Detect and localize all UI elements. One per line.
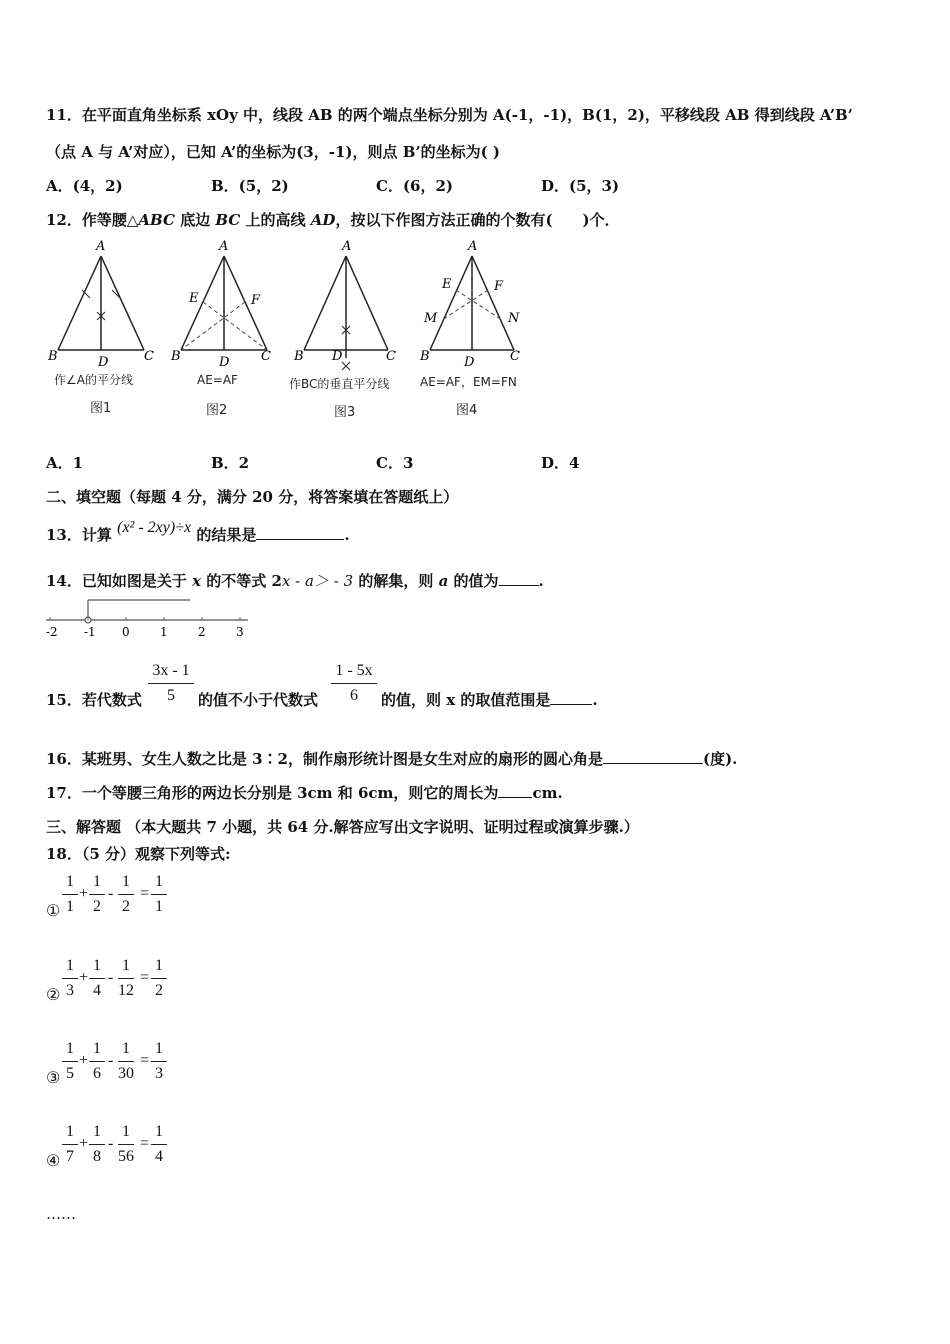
fig2-point-d: D xyxy=(219,355,230,370)
q12-option-c: C．3 xyxy=(376,454,414,472)
figure-1-label: 图1 xyxy=(90,401,112,416)
fig2-point-e: E xyxy=(189,291,199,306)
figure-1-caption: 作∠A的平分线 xyxy=(54,373,133,387)
number-line-tick-label: 2 xyxy=(198,625,206,639)
number-line-tick-label: -1 xyxy=(84,625,96,639)
equation-operator: = xyxy=(140,1135,150,1152)
equation-label: ① xyxy=(46,903,61,920)
equation-label: ③ xyxy=(46,1070,61,1087)
equation-operator: + xyxy=(79,969,89,986)
q15-prefix: 15．若代数式 xyxy=(46,691,142,709)
fig3-point-c: C xyxy=(386,349,396,364)
fig4-point-e: E xyxy=(442,277,452,292)
equation-fraction: 1 3 xyxy=(151,1040,167,1083)
figure-4-label: 图4 xyxy=(456,403,478,418)
number-line-tick-label: -2 xyxy=(46,625,58,639)
fig1-point-a: A xyxy=(96,239,106,254)
equation-fraction: 1 8 xyxy=(89,1123,105,1166)
fig3-point-a: A xyxy=(342,239,352,254)
fig2-point-c: C xyxy=(261,349,271,364)
q16: 16．某班男、女生人数之比是 3∶2，制作扇形统计图是女生对应的扇形的圆心角是 (度). xyxy=(46,750,738,768)
fig2-point-b: B xyxy=(171,349,181,364)
equation-operator: + xyxy=(79,1052,89,1069)
equation-label: ④ xyxy=(46,1153,61,1170)
equation-fraction: 1 4 xyxy=(89,957,105,1000)
equation-operator: + xyxy=(79,885,89,902)
equation-operator: - xyxy=(108,1052,114,1069)
equation-fraction: 1 56 xyxy=(118,1123,134,1165)
equation-fraction: 1 3 xyxy=(62,957,78,1000)
q11-option-a: A．(4，2) xyxy=(46,177,123,195)
q12-stem: 12．作等腰△ABC 底边 BC 上的高线 AD，按以下作图方法正确的个数有( )个． xyxy=(46,211,620,229)
equation-fraction: 1 2 xyxy=(151,957,167,1000)
section-3-heading: 三、解答题 （本大题共 7 小题，共 64 分.解答应写出文字说明、证明过程或演算步骤.） xyxy=(46,818,639,836)
equation-fraction: 1 5 xyxy=(62,1040,78,1083)
section-2-heading: 二、填空题（每题 4 分，满分 20 分，将答案填在答题纸上） xyxy=(46,488,459,506)
equation-label: ② xyxy=(46,987,61,1004)
q13-expression: (x² - 2xy)÷x xyxy=(117,519,192,536)
figure-3-label: 图3 xyxy=(334,405,356,420)
figure-3-caption: 作BC的垂直平分线 xyxy=(289,377,390,391)
figure-4-diagram xyxy=(416,236,536,371)
q11-option-b: B．(5，2) xyxy=(211,177,289,195)
figure-1-diagram xyxy=(46,236,161,371)
q15-middle: 的值不小于代数式 xyxy=(198,691,319,709)
equation-fraction: 1 2 xyxy=(89,873,105,916)
q11-option-c: C．(6，2) xyxy=(376,177,454,195)
fig4-point-m: M xyxy=(424,311,438,326)
equation-fraction: 1 7 xyxy=(62,1123,78,1166)
q18-stem: 18．（5 分）观察下列等式: xyxy=(46,845,231,863)
number-line-tick-label: 1 xyxy=(160,625,168,639)
fig1-point-b: B xyxy=(48,349,58,364)
equation-fraction: 1 1 xyxy=(151,873,167,916)
equation-operator: + xyxy=(79,1135,89,1152)
q12-option-d: D．4 xyxy=(541,454,580,472)
fig4-point-d: D xyxy=(464,355,475,370)
fig4-point-f: F xyxy=(494,279,504,294)
q11-line1: 11．在平面直角坐标系 xOy 中，线段 AB 的两个端点坐标分别为 A(-1，-1)，B(1，2)，平移线段 AB 得到线段 A’B’ xyxy=(46,106,853,124)
q11-option-d: D．(5，3) xyxy=(541,177,620,195)
fig4-point-c: C xyxy=(510,349,520,364)
equation-operator: - xyxy=(108,885,114,902)
equation-operator: - xyxy=(108,1135,114,1152)
q14: 14．已知如图是关于 x 的不等式 2x - a＞ - 3 的解集，则 a 的值为 . xyxy=(46,572,544,590)
q13: 13．计算 (x² - 2xy)÷x 的结果是 . xyxy=(46,519,350,544)
q15-fraction-2: 1 - 5x 6 xyxy=(331,662,377,705)
fig2-point-f: F xyxy=(251,293,261,308)
fig1-point-d: D xyxy=(98,355,109,370)
fig4-point-n: N xyxy=(508,311,520,326)
q12-option-b: B．2 xyxy=(211,454,250,472)
fig1-point-c: C xyxy=(144,349,154,364)
equation-fraction: 1 1 xyxy=(62,873,78,916)
fig4-point-b: B xyxy=(420,349,430,364)
equation-operator: = xyxy=(140,885,150,902)
fig3-point-d: D xyxy=(332,349,343,364)
fig3-point-b: B xyxy=(294,349,304,364)
figure-3-diagram xyxy=(290,236,405,376)
q11-line2: （点 A 与 A’对应），已知 A’的坐标为(3，-1)，则点 B’的坐标为( ) xyxy=(46,143,501,161)
equation-fraction: 1 2 xyxy=(118,873,134,916)
fig4-point-a: A xyxy=(468,239,478,254)
fig2-point-a: A xyxy=(219,239,229,254)
equation-operator: = xyxy=(140,1052,150,1069)
equation-operator: = xyxy=(140,969,150,986)
figure-2-caption: AE=AF xyxy=(197,373,238,387)
equation-operator: - xyxy=(108,969,114,986)
equation-fraction: 1 30 xyxy=(118,1040,134,1082)
equation-fraction: 1 6 xyxy=(89,1040,105,1083)
q15-fraction-1: 3x - 1 5 xyxy=(148,662,194,705)
number-line-tick-label: 0 xyxy=(122,625,130,639)
q18-ellipsis: …… xyxy=(46,1205,76,1223)
figure-2-diagram xyxy=(167,236,282,371)
q17: 17．一个等腰三角形的两边长分别是 3cm 和 6cm，则它的周长为 cm. xyxy=(46,784,563,802)
q15-suffix: 的值，则 x 的取值范围是 . xyxy=(381,691,598,709)
number-line-tick-label: 3 xyxy=(236,625,244,639)
equation-fraction: 1 12 xyxy=(118,957,134,999)
q12-option-a: A．1 xyxy=(46,454,84,472)
q14-number-line xyxy=(42,596,257,641)
equation-fraction: 1 4 xyxy=(151,1123,167,1166)
figure-2-label: 图2 xyxy=(206,403,228,418)
figure-4-caption: AE=AF，EM=FN xyxy=(420,375,517,389)
